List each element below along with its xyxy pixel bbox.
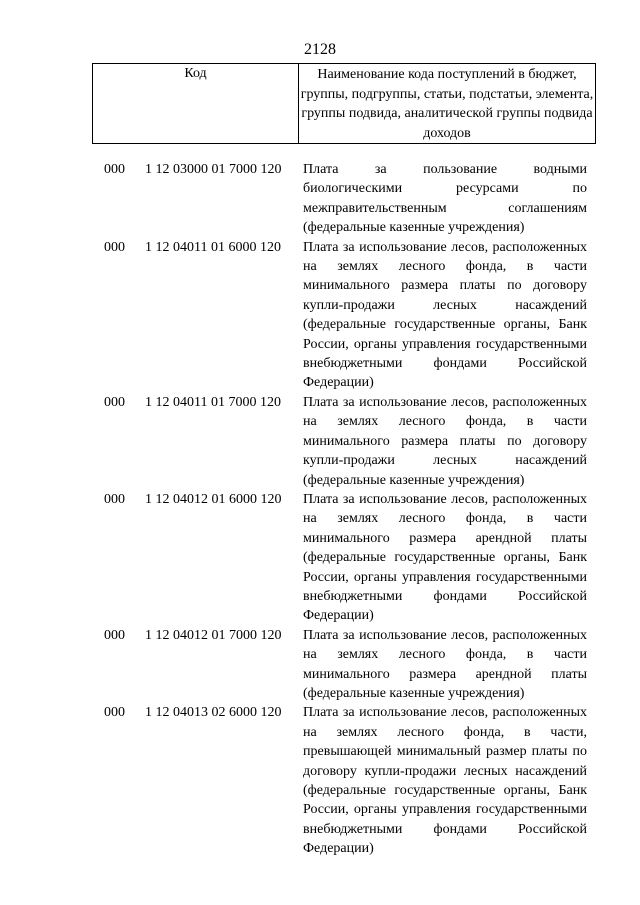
table-row — [0, 238, 640, 393]
table-row — [0, 490, 640, 626]
revenue-code: 1 12 03000 01 7000 120 — [145, 162, 282, 177]
table-header — [92, 63, 596, 144]
table-row — [0, 160, 640, 238]
admin-code: 000 — [104, 162, 125, 177]
admin-code: 000 — [104, 705, 125, 721]
revenue-description: Плата за использование лесов, расположенных на землях лесного фонда, в части минимального размера платы по договору купли-продажи лесных насаждений (федеральные государственные органы, Банк России, органы управления государственными внебюджетными фондами Российской Федерации) — [303, 239, 587, 391]
revenue-description: Плата за использование лесов, расположенных на землях лесного фонда, в части минимального размера арендной платы (федеральные государственные органы, Банк России, органы управления государственными внебюджетными фондами Российской Федерации) — [303, 491, 587, 624]
admin-code: 000 — [104, 394, 125, 410]
admin-code: 000 — [104, 491, 125, 507]
revenue-code: 1 12 04012 01 7000 120 — [145, 627, 282, 643]
table-row — [0, 703, 640, 858]
table-row — [0, 626, 640, 704]
admin-code: 000 — [104, 239, 125, 255]
revenue-description: Плата за использование лесов, расположенных на землях лесного фонда, в части минимального размера платы по договору купли-продажи лесных насаждений (федеральные казенные учреждения) — [303, 394, 587, 488]
revenue-code: 1 12 04013 02 6000 120 — [145, 705, 282, 721]
revenue-description: Плата за использование лесов, расположенных на землях лесного фонда, в части, превышающей минимальный размер платы по договору купли-продажи лесных насаждений (федеральные государственные органы, Банк России, органы управления государственными внебюджетными фондами Российской Федерации) — [303, 705, 587, 857]
revenue-code: 1 12 04011 01 7000 120 — [145, 394, 281, 410]
page-number: 2128 — [304, 41, 336, 58]
header-name-label: Наименование кода поступлений в бюджет, группы, подгруппы, статьи, подстатьи, элемента, группы подвида, аналитической группы подвида доходов — [300, 67, 594, 141]
revenue-description: Плата за использование лесов, расположенных на землях лесного фонда, в части минимального размера арендной платы (федеральные казенные учреждения) — [303, 627, 587, 701]
code-list — [0, 160, 640, 859]
admin-code: 000 — [104, 627, 125, 643]
header-code-label: Код — [93, 64, 299, 143]
revenue-description: Плата за пользование водными биологическими ресурсами по межправительственным соглашениям (федеральные казенные учреждения) — [303, 162, 587, 236]
table-row — [0, 393, 640, 490]
revenue-code: 1 12 04011 01 6000 120 — [145, 239, 281, 255]
revenue-code: 1 12 04012 01 6000 120 — [145, 491, 282, 507]
